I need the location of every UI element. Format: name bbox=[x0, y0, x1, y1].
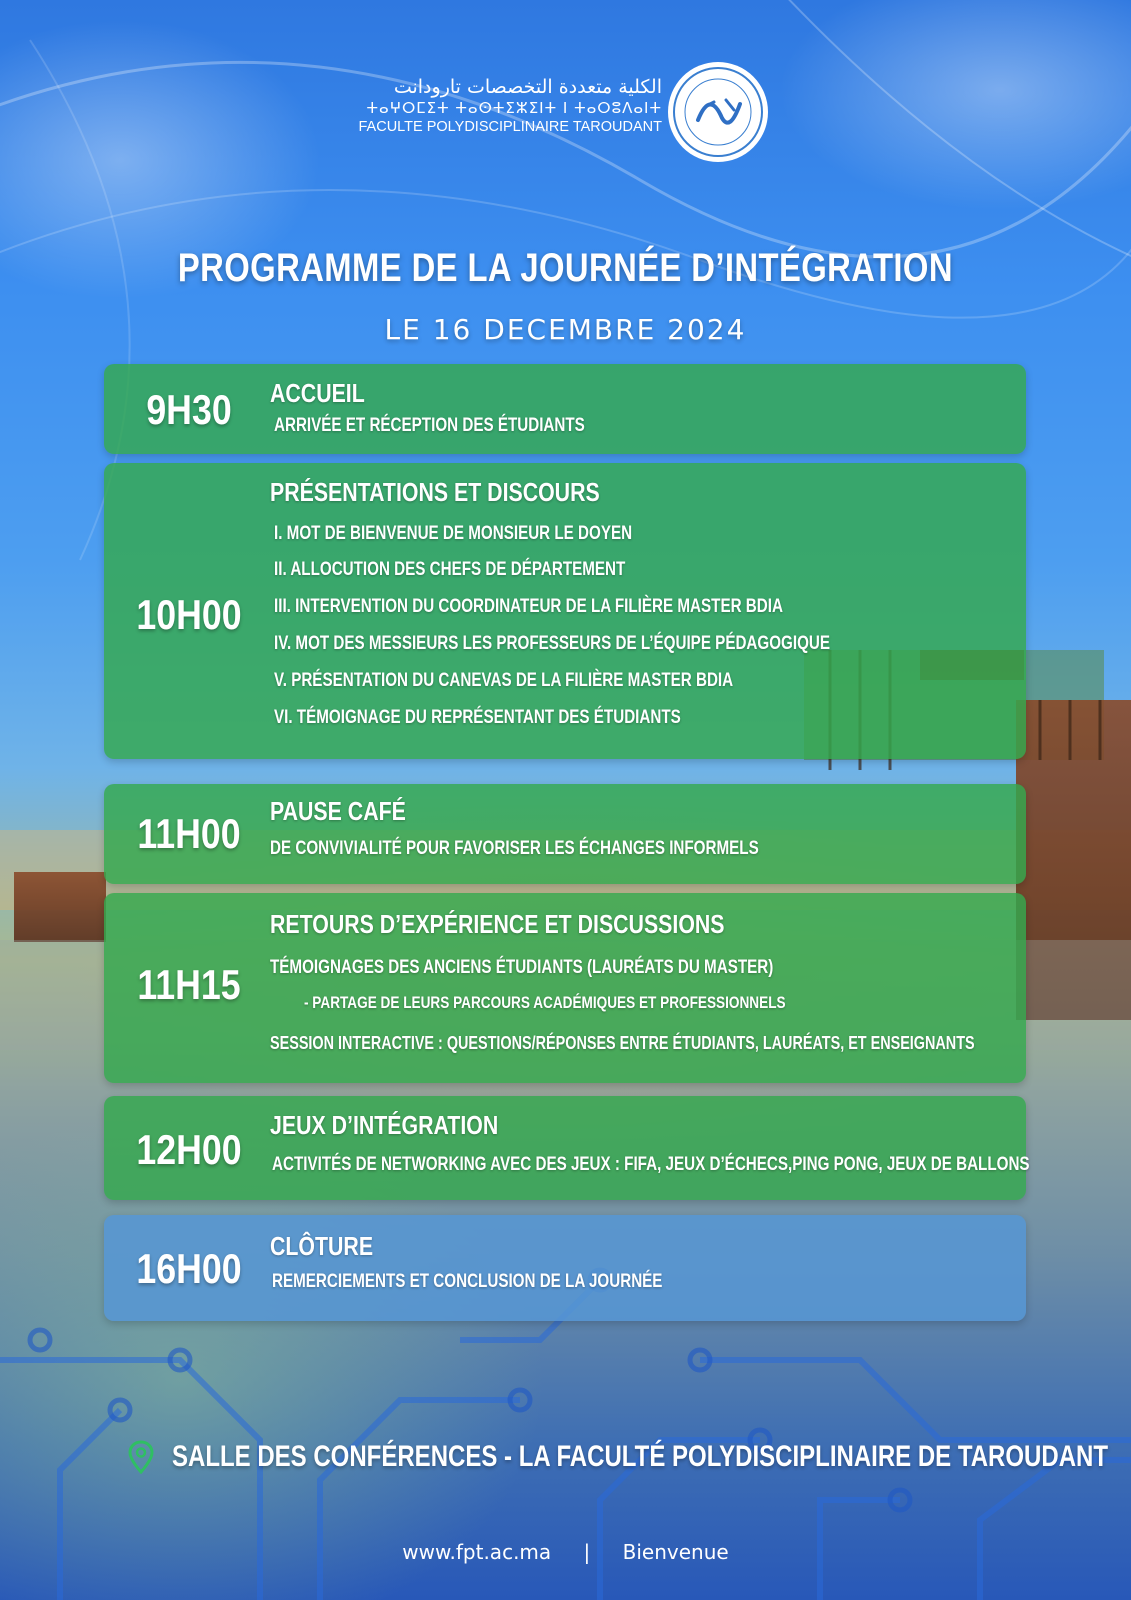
schedule-time: 9H30 bbox=[146, 386, 232, 433]
footer-separator: | bbox=[583, 1540, 591, 1564]
schedule-detail: REMERCIEMENTS ET CONCLUSION DE LA JOURNÉE bbox=[272, 1271, 663, 1292]
location-pin-icon bbox=[128, 1440, 154, 1474]
schedule-time: 11H15 bbox=[137, 961, 241, 1008]
schedule-detail: I. MOT DE BIENVENUE DE MONSIEUR LE DOYEN bbox=[274, 523, 633, 544]
schedule-detail: TÉMOIGNAGES DES ANCIENS ÉTUDIANTS (LAURÉATS DU MASTER) bbox=[270, 957, 774, 978]
schedule-time: 12H00 bbox=[136, 1126, 242, 1173]
schedule-time: 16H00 bbox=[136, 1245, 242, 1292]
faculty-name-block bbox=[359, 76, 663, 136]
faculty-name-tifinagh: ⵜⴰⵖⵔⵎⵉⵜ ⵜⴰⵙⵜⵉⵣⵉⵏⵜ ⵏ ⵜⴰⵔⵓⴷⴰⵏⵜ bbox=[366, 99, 662, 117]
schedule-item-retours bbox=[104, 893, 1026, 1083]
schedule-item-accueil bbox=[104, 364, 1026, 454]
schedule-heading: RETOURS D’EXPÉRIENCE ET DISCUSSIONS bbox=[270, 909, 725, 939]
university-seal-icon bbox=[666, 60, 770, 164]
location-text: SALLE DES CONFÉRENCES - LA FACULTÉ POLYDISCIPLINAIRE DE TAROUDANT bbox=[172, 1440, 1109, 1473]
schedule-subdetail: - PARTAGE DE LEURS PARCOURS ACADÉMIQUES ET PROFESSIONNELS bbox=[304, 993, 786, 1012]
schedule-item-presentations bbox=[104, 463, 1026, 759]
schedule-item-pause-cafe bbox=[104, 784, 1026, 884]
faculty-name-arabic: الكلية متعددة التخصصات تارودانت bbox=[393, 76, 662, 98]
welcome-text: Bienvenue bbox=[622, 1540, 729, 1564]
schedule-heading: JEUX D’INTÉGRATION bbox=[270, 1110, 499, 1140]
schedule-time: 10H00 bbox=[136, 591, 242, 638]
event-date: LE 16 DECEMBRE 2024 bbox=[384, 313, 747, 346]
schedule-heading: PAUSE CAFÉ bbox=[270, 796, 406, 826]
schedule-detail: SESSION INTERACTIVE : QUESTIONS/RÉPONSES ENTRE ÉTUDIANTS, LAURÉATS, ET ENSEIGNANTS bbox=[270, 1033, 975, 1053]
schedule-detail: DE CONVIVIALITÉ POUR FAVORISER LES ÉCHANGES INFORMELS bbox=[270, 838, 759, 859]
faculty-name-french: FACULTE POLYDISCIPLINAIRE TAROUDANT bbox=[358, 119, 662, 135]
schedule-heading: ACCUEIL bbox=[270, 378, 365, 408]
schedule-detail: ARRIVÉE ET RÉCEPTION DES ÉTUDIANTS bbox=[274, 415, 585, 436]
schedule-detail: VI. TÉMOIGNAGE DU REPRÉSENTANT DES ÉTUDIANTS bbox=[274, 707, 681, 728]
schedule-item-jeux bbox=[104, 1096, 1030, 1200]
faculty-header bbox=[340, 60, 790, 170]
page-title: PROGRAMME DE LA JOURNÉE D’INTÉGRATION bbox=[177, 246, 953, 290]
schedule-detail: II. ALLOCUTION DES CHEFS DE DÉPARTEMENT bbox=[274, 559, 626, 580]
schedule-time: 11H00 bbox=[137, 810, 241, 857]
website-link[interactable]: www.fpt.ac.ma bbox=[402, 1540, 552, 1564]
schedule-heading: PRÉSENTATIONS ET DISCOURS bbox=[270, 477, 600, 507]
schedule-detail: IV. MOT DES MESSIEURS LES PROFESSEURS DE L’ÉQUIPE PÉDAGOGIQUE bbox=[274, 633, 831, 654]
schedule-detail: ACTIVITÉS DE NETWORKING AVEC DES JEUX : FIFA, JEUX D’ÉCHECS,PING PONG, JEUX DE BALLONS bbox=[272, 1154, 1030, 1175]
schedule-detail: V. PRÉSENTATION DU CANEVAS DE LA FILIÈRE MASTER BDIA bbox=[274, 670, 734, 691]
schedule-detail: III. INTERVENTION DU COORDINATEUR DE LA FILIÈRE MASTER BDIA bbox=[274, 596, 783, 617]
schedule-heading: CLÔTURE bbox=[270, 1231, 374, 1261]
footer bbox=[0, 1540, 1131, 1564]
schedule-item-cloture bbox=[104, 1215, 1026, 1321]
